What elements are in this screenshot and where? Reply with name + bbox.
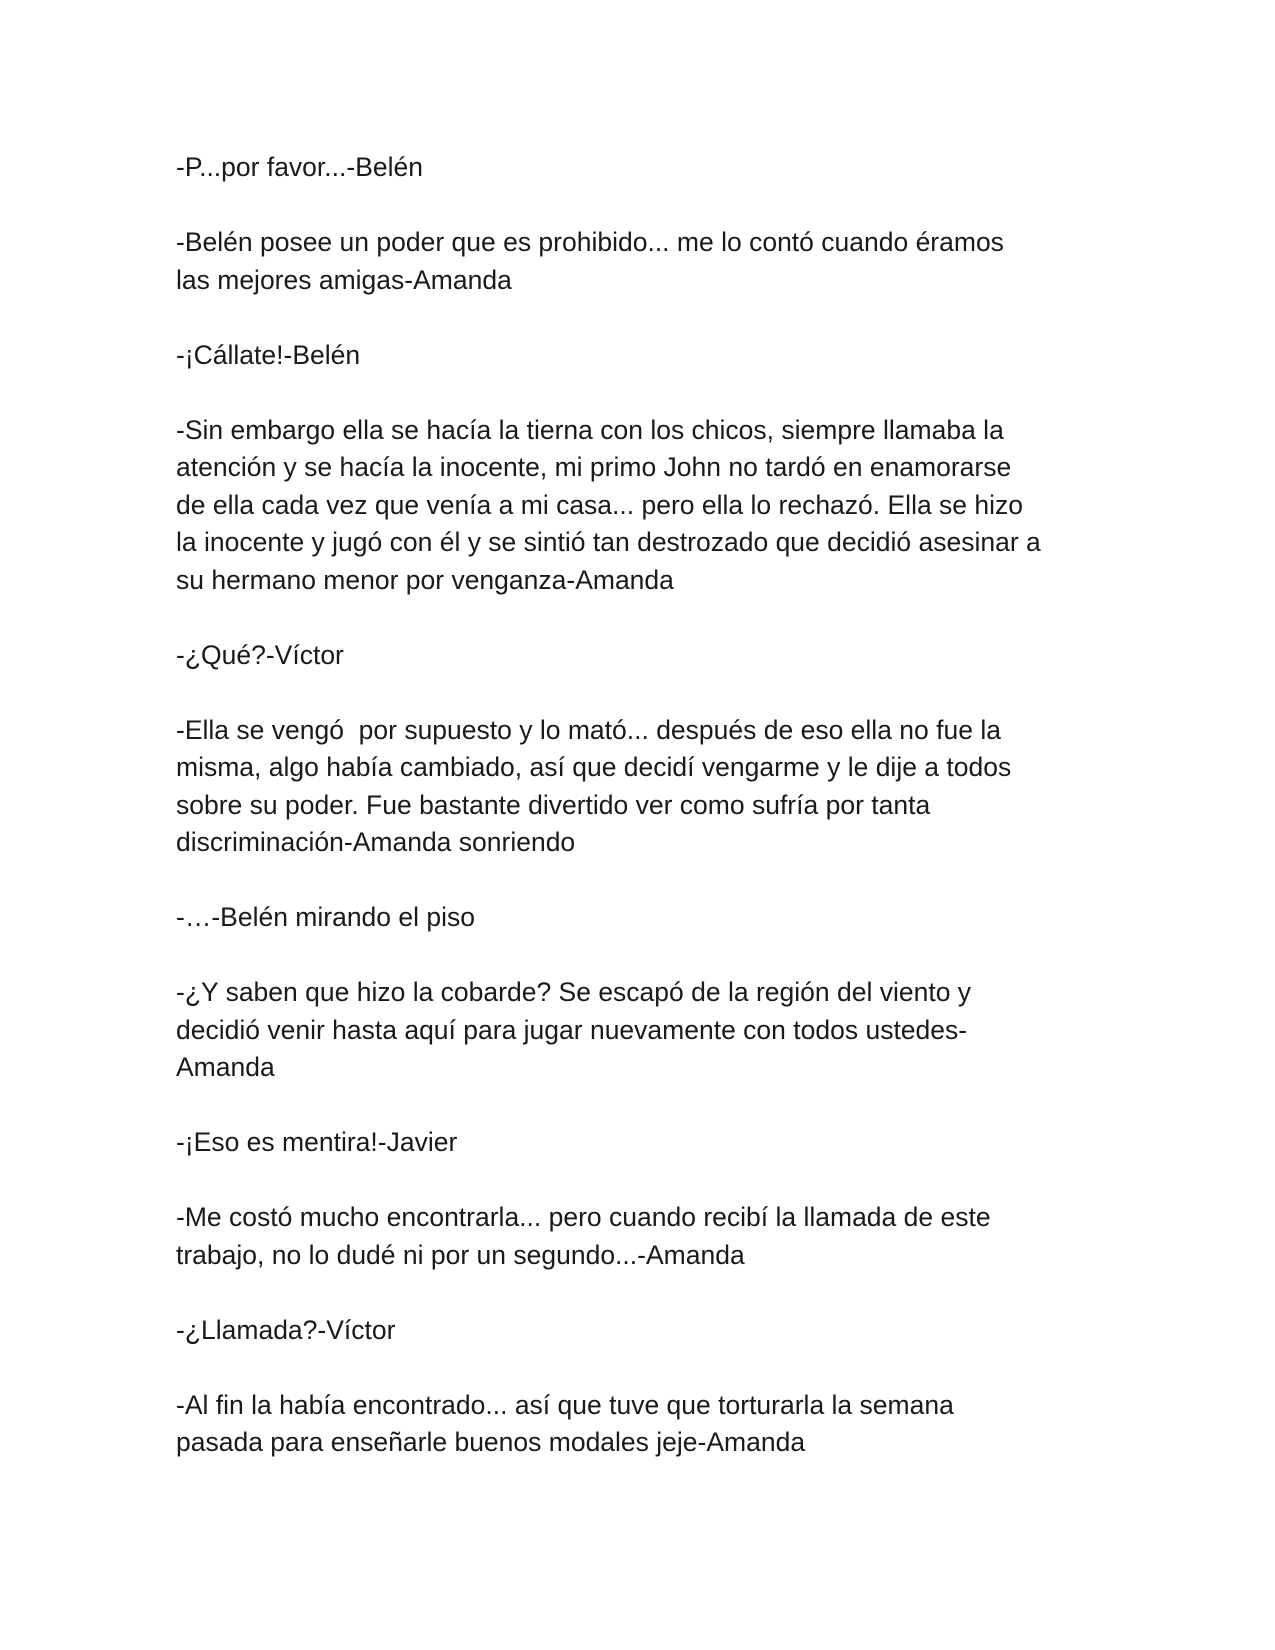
dialogue-paragraph: -Me costó mucho encontrarla... pero cuando recibí la llamada de este trabajo, no lo dudé ni por un segundo...-Amanda: [176, 1202, 991, 1270]
dialogue-paragraph: -¿Qué?-Víctor: [176, 639, 344, 670]
dialogue-paragraph: -P...por favor...-Belén: [176, 152, 423, 182]
dialogue-paragraph: -Belén posee un poder que es prohibido... me lo contó cuando éramos las mejores amigas-Amanda: [176, 227, 1004, 295]
dialogue-paragraph: -¡Cállate!-Belén: [176, 339, 361, 370]
dialogue-paragraph: -¡Eso es mentira!-Javier: [176, 1127, 458, 1157]
dialogue-paragraph: -Al fin la había encontrado... así que tuve que torturarla la semana pasada para enseñarle buenos modales jeje-Amanda: [176, 1389, 954, 1457]
dialogue-paragraph: -Ella se vengó por supuesto y lo mató... después de eso ella no fue la misma, algo había cambiado, así que decidí vengarme y le dije a todos sobre su poder. Fue bastante divertido ver como sufría por tanta discriminación-Amanda sonriendo: [176, 714, 1012, 857]
dialogue-paragraph: -¿Llamada?-Víctor: [176, 1314, 396, 1345]
dialogue-paragraph: -…-Belén mirando el piso: [176, 902, 475, 932]
document-body: [176, 149, 1106, 1499]
dialogue-paragraph: -Sin embargo ella se hacía la tierna con los chicos, siempre llamaba la atención y se hacía la inocente, mi primo John no tardó en enamorarse de ella cada vez que venía a mi casa... pero ella lo rechazó. Ella se hizo la inocente y jugó con él y se sintió tan destrozado que decidió asesinar a su hermano menor por venganza-Amanda: [176, 414, 1041, 595]
dialogue-paragraph: -¿Y saben que hizo la cobarde? Se escapó de la región del viento y decidió venir hasta aquí para jugar nuevamente con todos ustedes- Amanda: [176, 977, 972, 1082]
